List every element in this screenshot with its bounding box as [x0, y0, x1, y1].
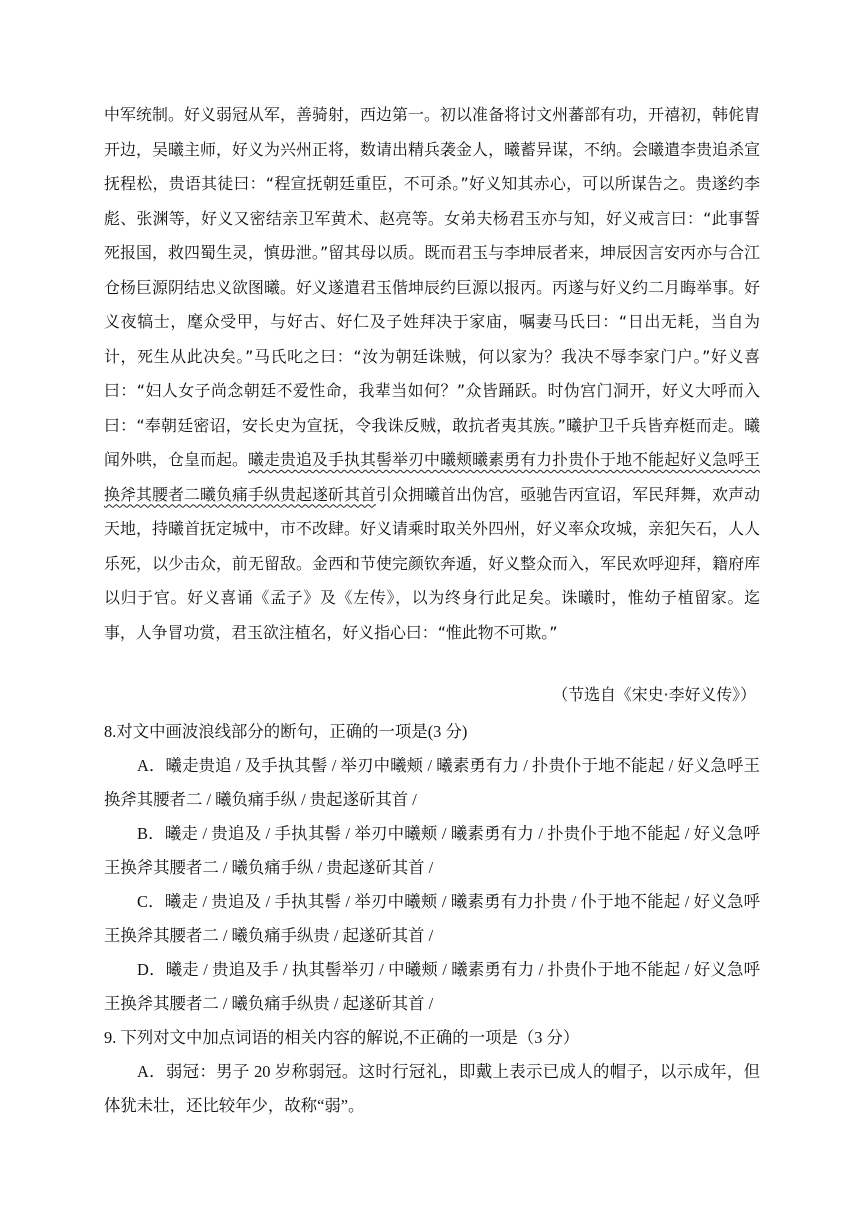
passage: [104, 98, 760, 650]
question-9-stem: 9. 下列对文中加点词语的相关内容的解说,不正确的一项是（3 分）: [104, 1028, 580, 1047]
question-8-option-b: B．曦走 / 贵追及 / 手执其髻 / 举刃中曦颊 / 曦素勇有力 / 扑贵仆于地不能起 / 好义急呼王换斧其腰者二 / 曦负痛手纵 / 贵起遂斫其首 /: [104, 824, 760, 877]
questions: [104, 715, 760, 1123]
question-9-option-a: A．弱冠：男子 20 岁称弱冠。这时行冠礼，即戴上表示已成人的帽子，以示成年，但体犹未壮，还比较年少，故称“弱”。: [104, 1062, 760, 1115]
passage-before: 中军统制。好义弱冠从军，善骑射，西边第一。初以准备将讨文州蕃部有功，开禧初，韩侂胄开边，吴曦主师，好义为兴州正将，数请出精兵袭金人，曦蓄异谋，不纳。会曦遣李贵追杀宣抚程松，贵语其徒曰：“程宣抚朝廷重臣，不可杀。”好义知其赤心，可以所谋告之。贵遂约李彪、张渊等，好义又密结亲卫军黄术、赵亮等。女弟夫杨君玉亦与知，好义戒言曰：“此事誓死报国，救四蜀生灵，慎毋泄。”留其母以质。既而君玉与李坤辰者来，坤辰因言安丙亦与合江仓杨巨源阴结忠义欲图曦。好义遂遣君玉偕坤辰约巨源以报丙。丙遂与好义约二月晦举事。好义夜犒士，麾众受甲，与好古、好仁及子姓拜决于家庙，嘱妻马氏曰：“日出无耗，当自为计，死生从此决矣。”马氏叱之曰：“汝为朝廷诛贼，何以家为？我决不辱李家门户。”好义喜曰：“妇人女子尚念朝廷不爱性命，我辈当如何？”众皆踊跃。时伪宫门洞开，好义大呼而入曰：“奉朝廷密诏，安长史为宣抚，令我诛反贼，敢抗者夷其族。”曦护卫千兵皆弃梃而走。曦闻外哄，仓皇而起。: [104, 105, 760, 469]
question-8-option-d: D．曦走 / 贵追及手 / 执其髻举刃 / 中曦颊 / 曦素勇有力 / 扑贵仆于地不能起 / 好义急呼王换斧其腰者二 / 曦负痛手纵贵 / 起遂斫其首 /: [104, 960, 760, 1013]
source-citation: （节选自《宋史·李好义传》）: [552, 685, 756, 704]
passage-after: 引众拥曦首出伪宫，亟驰告丙宣诏，军民拜舞，欢声动天地，持曦首抚定城中，市不改肆。好义请乘时取关外四州，好义率众攻城，亲犯矢石，人人乐死，以少击众，前无留敌。金西和节使完颜钦奔遁，好义整众而入，军民欢呼迎拜，籍府库以归于官。好义喜诵《孟子》及《左传》，以为终身行此足矣。诛曦时，惟幼子植留家。迄事，人争冒功赏，君玉欲注植名，好义指心曰：“惟此物不可欺。”: [104, 484, 760, 642]
wavy-underlined-segment: 曦走贵追及手执其髻举刃中曦颊曦素勇有力扑贵仆于地不能起好义急呼王换斧其腰者二曦负痛手纵贵起遂斫其首: [104, 450, 761, 504]
passage-text: [104, 98, 760, 650]
question-8-option-a: A．曦走贵追 / 及手执其髻 / 举刃中曦颊 / 曦素勇有力 / 扑贵仆于地不能起 / 好义急呼王 换斧其腰者二 / 曦负痛手纵 / 贵起遂斫其首 /: [104, 756, 760, 809]
question-8-option-c: C．曦走 / 贵追及 / 手执其髻 / 举刃中曦颊 / 曦素勇有力扑贵 / 仆于地不能起 / 好义急呼王换斧其腰者二 / 曦负痛手纵贵 / 起遂斫其首 /: [104, 892, 760, 945]
question-8-stem: 8.对文中画波浪线部分的断句，正确的一项是(3 分): [104, 722, 468, 741]
